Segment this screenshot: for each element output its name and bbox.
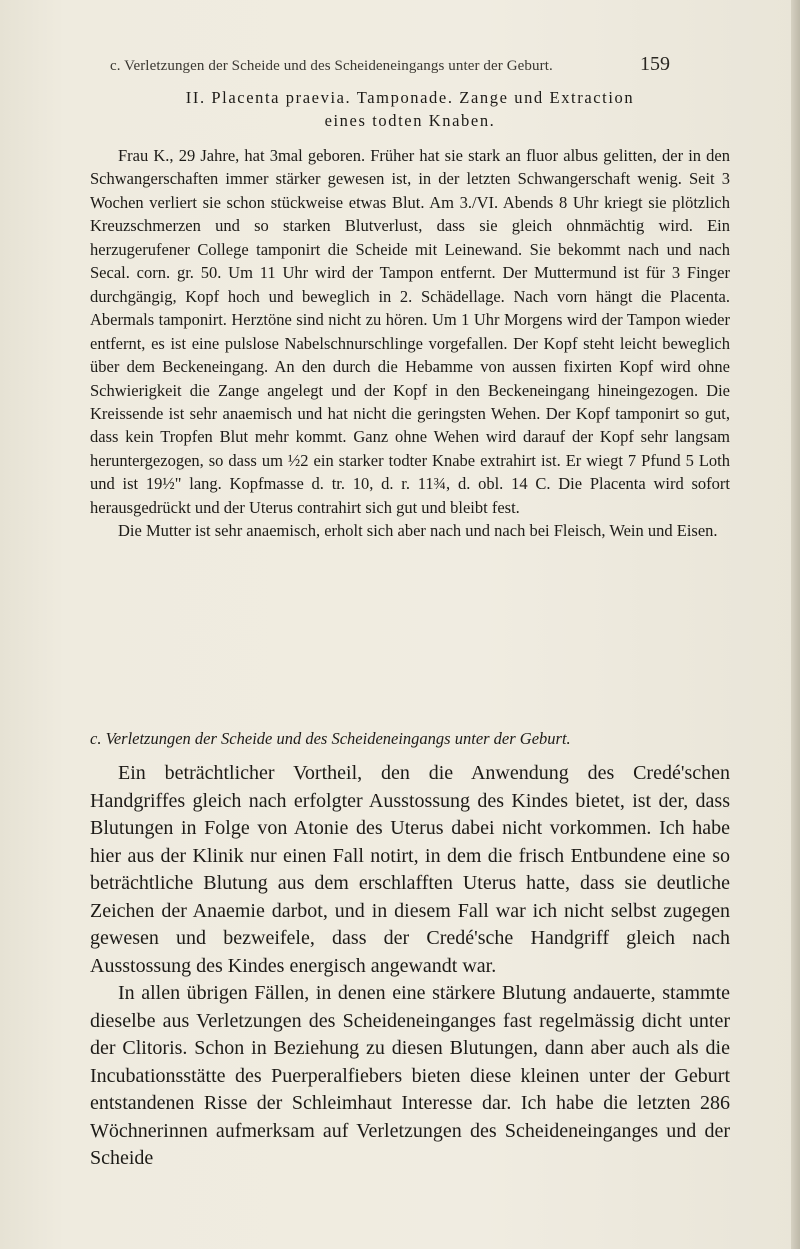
running-head: c. Verletzungen der Scheide und des Scheideneingangs unter der Geburt. — [110, 58, 553, 74]
case-report — [90, 144, 730, 543]
page-edge — [791, 0, 800, 1249]
case-heading-line-2: eines todten Knaben. — [324, 111, 496, 130]
case-paragraph: Frau K., 29 Jahre, hat 3mal geboren. Früher hat sie stark an fluor albus gelitten, der in den Schwangerschaften immer stärker gewesen ist, in der letzten Schwangerschaft wenig. Seit 3 Wochen verliert sie schon stückweise etwas Blut. Am 3./VI. Abends 8 Uhr kriegt sie plötzlich Kreuzschmerzen und so starken Blutverlust, dass sie gleich ohnmächtig wird. Ein herzugerufener College tamponirt die Scheide mit Leinewand. Sie bekommt nach und nach Secal. corn. gr. 50. Um 11 Uhr wird der Tampon entfernt. Der Muttermund ist für 3 Finger durchgängig, Kopf hoch und beweglich in 2. Schädellage. Nach vorn hängt die Placenta. Abermals tamponirt. Herztöne sind nicht zu hören. Um 1 Uhr Morgens wird der Tampon wieder entfernt, es ist eine pulslose Nabelschnurschlinge vorgefallen. Der Kopf steht leicht beweglich über dem Beckeneingang. An den durch die Hebamme von aussen fixirten Kopf wird ohne Schwierigkeit die Zange angelegt und der Kopf in den Beckeneingang hineingezogen. Die Kreissende ist sehr anaemisch und hat nicht die geringsten Wehen. Der Kopf tamponirt so gut, dass kein Tropfen Blut mehr kommt. Ganz ohne Wehen wird darauf der Kopf sehr langsam heruntergezogen, so dass um ½2 ein starker todter Knabe extrahirt ist. Er wiegt 7 Pfund 5 Loth und ist 19½" lang. Kopfmasse d. tr. 10, d. r. 11¾, d. obl. 14 C. Die Placenta wird sofort herausgedrückt und der Uterus contrahirt sich gut und bleibt fest. — [90, 146, 730, 517]
body-paragraph: Ein beträchtlicher Vortheil, den die Anwendung des Credé'schen Handgriffes gleich nach erfolgter Ausstossung des Kindes bietet, ist der, dass Blutungen in Folge von Atonie des Uterus dabei nicht vorkommen. Ich habe hier aus der Klinik nur einen Fall notirt, in dem die frisch Entbundene eine so beträchtliche Blutung aus dem erschlafften Uterus hatte, dass sie deutliche Zeichen der Anaemie darbot, und in diesem Fall war ich nicht selbst zugegen gewesen und bezweifele, dass der Credé'sche Handgriff gleich nach Ausstossung des Kindes energisch angewandt war. — [90, 762, 730, 977]
case-heading-line-1: II. Placenta praevia. Tamponade. Zange und Extraction — [185, 88, 635, 107]
section-body — [90, 760, 730, 1173]
case-paragraph: Die Mutter ist sehr anaemisch, erholt sich aber nach und nach bei Fleisch, Wein und Eisen. — [118, 521, 718, 541]
page-number: 159 — [640, 53, 670, 75]
section-title: c. Verletzungen der Scheide und des Scheideneingangs unter der Geburt. — [90, 729, 571, 748]
body-paragraph: In allen übrigen Fällen, in denen eine stärkere Blutung andauerte, stammte dieselbe aus Verletzungen des Scheideneinganges fast regelmässig dicht unter der Clitoris. Schon in Beziehung zu diesen Blutungen, dann aber auch als die Incubationsstätte des Puerperalfiebers bieten diese kleinen unter der Geburt entstandenen Risse der Schleimhaut Interesse dar. Ich habe die letzten 286 Wöchnerinnen aufmerksam auf Verletzungen des Scheideneinganges und der Scheide — [90, 982, 730, 1169]
case-heading — [90, 86, 730, 132]
